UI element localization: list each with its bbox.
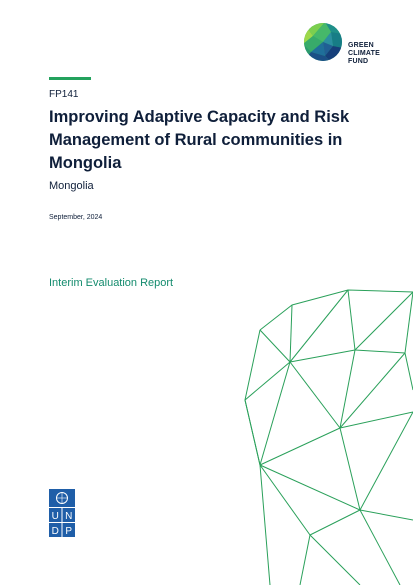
report-type: Interim Evaluation Report [49, 277, 174, 289]
undp-logo [49, 489, 75, 537]
report-title: Improving Adaptive Capacity and Risk Management of Rural communities in Mongolia [49, 108, 350, 172]
report-code: FP141 [49, 89, 79, 100]
undp-letter-u: U [51, 511, 59, 522]
gcf-word-climate: CLIMATE [348, 50, 380, 57]
report-country: Mongolia [49, 180, 94, 192]
gcf-word-green: GREEN [348, 42, 374, 49]
undp-letter-p: P [65, 526, 73, 537]
undp-letter-d: D [51, 526, 59, 537]
gcf-word-fund: FUND [348, 58, 369, 65]
undp-letter-n: N [65, 511, 73, 522]
report-date: September, 2024 [49, 214, 103, 221]
